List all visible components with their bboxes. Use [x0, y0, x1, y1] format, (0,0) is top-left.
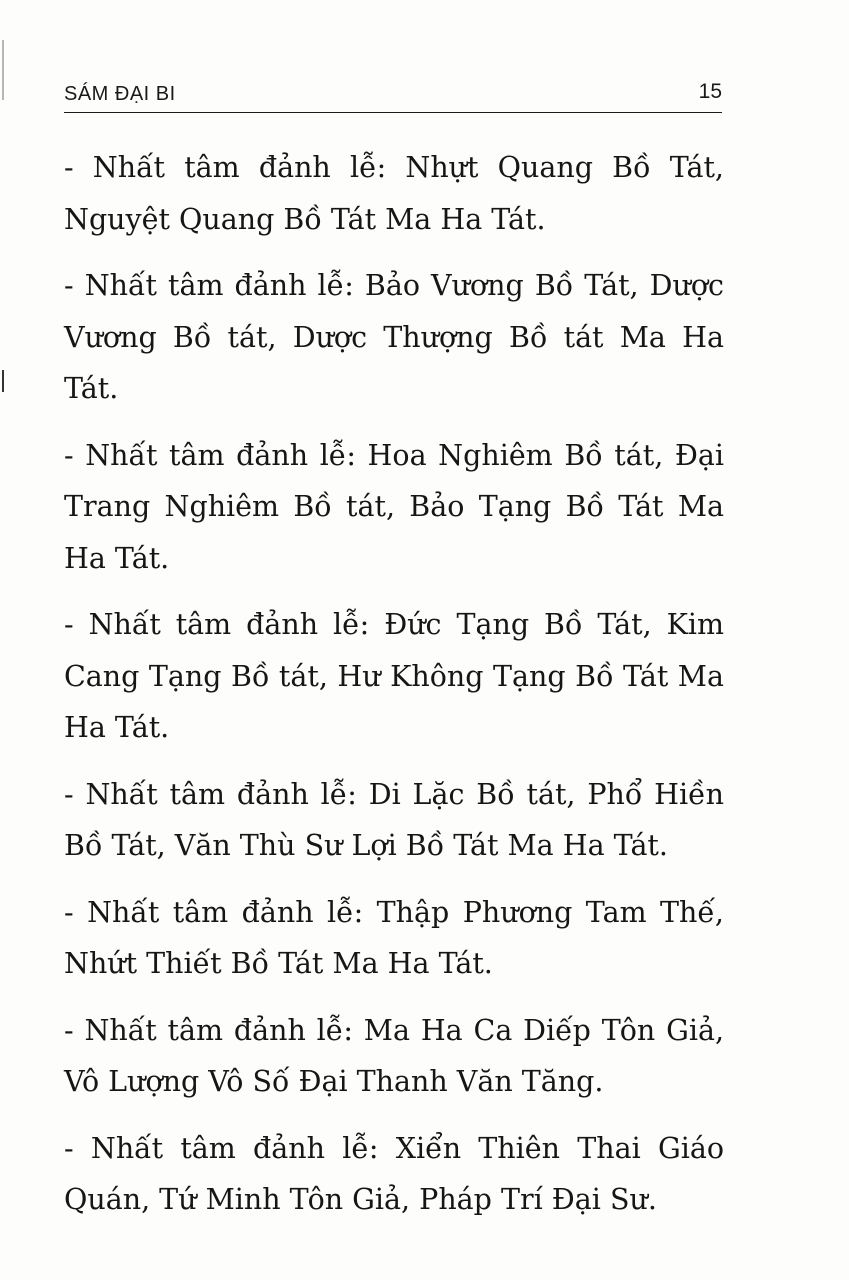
page-number: 15 — [698, 80, 722, 103]
prayer-entry: - Nhất tâm đảnh lễ: Xiển Thiên Thai Giáo Quán, Tứ Minh Tôn Giả, Pháp Trí Đại Sư. — [64, 1131, 724, 1216]
prayer-entry: - Nhất tâm đảnh lễ: Đức Tạng Bồ Tát, Kim Cang Tạng Bồ tát, Hư Không Tạng Bồ Tát Ma Ha Tát. — [64, 608, 724, 744]
prayer-entry: - Nhất tâm đảnh lễ: Nhựt Quang Bồ Tát, Nguyệt Quang Bồ Tát Ma Ha Tát. — [64, 151, 724, 236]
running-header — [64, 78, 722, 113]
prayer-entry: - Nhất tâm đảnh lễ: Bảo Vương Bồ Tát, Dược Vương Bồ tát, Dược Thượng Bồ tát Ma Ha Tát. — [64, 269, 724, 405]
prayer-entry: - Nhất tâm đảnh lễ: Di Lặc Bồ tát, Phổ Hiền Bồ Tát, Văn Thù Sư Lợi Bồ Tát Ma Ha Tát. — [64, 777, 724, 862]
prayer-entry: - Nhất tâm đảnh lễ: Ma Ha Ca Diếp Tôn Giả, Vô Lượng Vô Số Đại Thanh Văn Tăng. — [64, 1013, 724, 1098]
page-edge-mark — [2, 370, 4, 392]
running-header-title: SÁM ĐẠI BI — [64, 83, 176, 105]
page-edge-mark — [2, 40, 4, 100]
prayer-text — [64, 142, 724, 1241]
prayer-entry: - Nhất tâm đảnh lễ: Hoa Nghiêm Bồ tát, Đại Trang Nghiêm Bồ tát, Bảo Tạng Bồ Tát Ma Ha Tát. — [64, 438, 724, 575]
prayer-entry: - Nhất tâm đảnh lễ: Thập Phương Tam Thế, Nhứt Thiết Bồ Tát Ma Ha Tát. — [64, 895, 724, 980]
